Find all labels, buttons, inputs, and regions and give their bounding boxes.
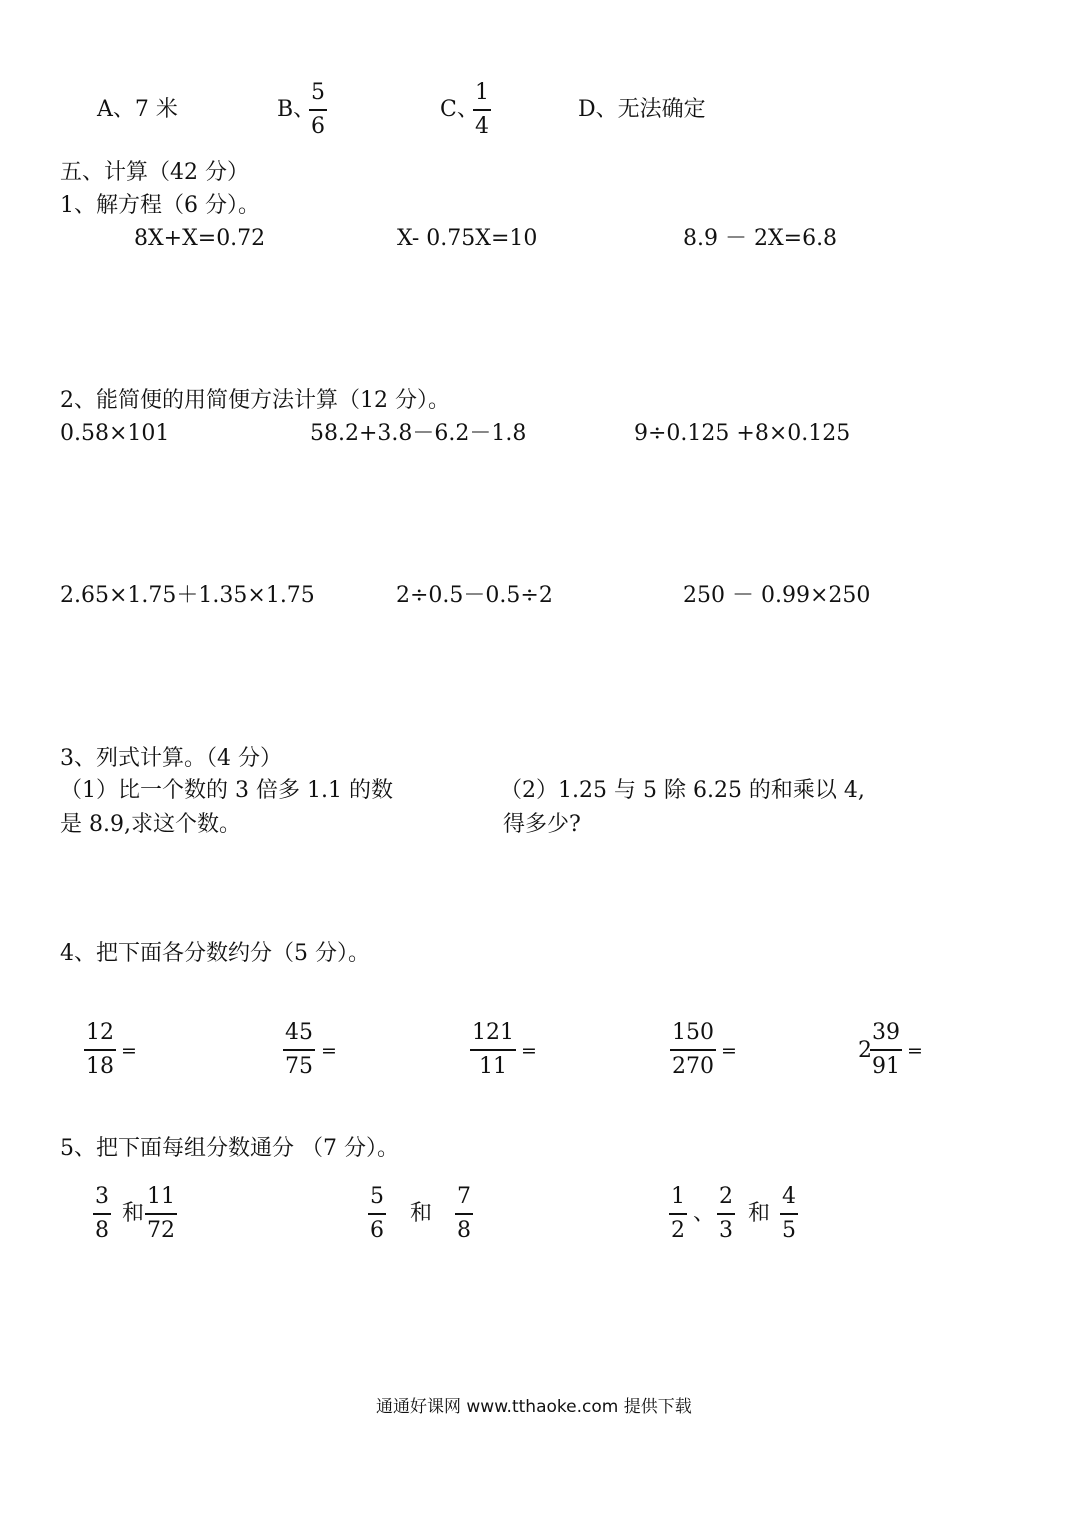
q3-part2-line2: 得多少? bbox=[503, 812, 581, 837]
reduce-fraction-4 bbox=[670, 1020, 716, 1080]
calc-6: 250 － 0.99×250 bbox=[683, 583, 871, 608]
equals-sign: = bbox=[321, 1040, 337, 1062]
reduce-fraction-1 bbox=[84, 1020, 116, 1080]
reduce-fraction-2 bbox=[283, 1020, 315, 1080]
fraction-numerator: 121 bbox=[472, 1020, 514, 1045]
choice-d: D、无法确定 bbox=[578, 97, 706, 122]
common-denom-g3-b bbox=[717, 1184, 735, 1244]
fraction-numerator: 150 bbox=[672, 1020, 714, 1045]
fraction-bar bbox=[283, 1049, 315, 1051]
fraction-bar bbox=[368, 1213, 386, 1215]
calc-1: 0.58×101 bbox=[60, 421, 170, 446]
fraction-bar bbox=[470, 1049, 516, 1051]
common-denom-g3-a bbox=[669, 1184, 687, 1244]
choice-b-fraction bbox=[309, 80, 327, 140]
fraction-denominator: 8 bbox=[457, 1218, 471, 1243]
fraction-denominator: 6 bbox=[370, 1218, 384, 1243]
fraction-denominator: 11 bbox=[479, 1054, 507, 1079]
q4-title: 4、把下面各分数约分（5 分）。 bbox=[60, 941, 370, 966]
fraction-denominator: 5 bbox=[782, 1218, 796, 1243]
choice-b-label: B、 bbox=[277, 97, 316, 122]
fraction-bar bbox=[84, 1049, 116, 1051]
fraction-numerator: 11 bbox=[147, 1184, 175, 1209]
fraction-denominator: 6 bbox=[311, 114, 325, 139]
fraction-numerator: 1 bbox=[475, 80, 489, 105]
fraction-numerator: 39 bbox=[872, 1020, 900, 1045]
choice-c-label: C、 bbox=[440, 97, 479, 122]
equals-sign: = bbox=[121, 1040, 137, 1062]
calc-3: 9÷0.125 +8×0.125 bbox=[634, 421, 851, 446]
fraction-bar bbox=[870, 1049, 902, 1051]
fraction-bar bbox=[309, 109, 327, 111]
fraction-bar bbox=[669, 1213, 687, 1215]
common-denom-g2-b bbox=[455, 1184, 473, 1244]
common-denom-g2-a bbox=[368, 1184, 386, 1244]
q2-title: 2、能简便的用简便方法计算（12 分）。 bbox=[60, 388, 450, 413]
and-word: 和 bbox=[748, 1201, 771, 1226]
equals-sign: = bbox=[521, 1040, 537, 1062]
choice-c-fraction bbox=[473, 80, 491, 140]
page-footer: 通通好课网 www.tthaoke.com 提供下载 bbox=[376, 1397, 692, 1417]
fraction-denominator: 8 bbox=[95, 1218, 109, 1243]
calc-4: 2.65×1.75＋1.35×1.75 bbox=[60, 583, 315, 608]
fraction-numerator: 7 bbox=[457, 1184, 471, 1209]
q3-part1-line2: 是 8.9,求这个数。 bbox=[60, 812, 241, 837]
reduce-fraction-5 bbox=[870, 1020, 902, 1080]
separator-mark: 、 bbox=[693, 1201, 716, 1226]
equals-sign: = bbox=[721, 1040, 737, 1062]
fraction-denominator: 4 bbox=[475, 114, 489, 139]
and-word: 和 bbox=[410, 1201, 433, 1226]
common-denom-g1-a bbox=[93, 1184, 111, 1244]
fraction-denominator: 75 bbox=[285, 1054, 313, 1079]
fraction-denominator: 72 bbox=[147, 1218, 175, 1243]
fraction-numerator: 45 bbox=[285, 1020, 313, 1045]
fraction-bar bbox=[455, 1213, 473, 1215]
mixed-number-whole: 2 bbox=[858, 1038, 872, 1063]
section-title: 五、计算（42 分） bbox=[60, 160, 249, 185]
q3-title: 3、列式计算。（4 分） bbox=[60, 746, 282, 771]
fraction-bar bbox=[93, 1213, 111, 1215]
fraction-denominator: 91 bbox=[872, 1054, 900, 1079]
fraction-bar bbox=[145, 1213, 177, 1215]
fraction-numerator: 1 bbox=[671, 1184, 685, 1209]
equals-sign: = bbox=[907, 1040, 923, 1062]
equation-2: X- 0.75X=10 bbox=[397, 226, 538, 251]
equation-3: 8.9 － 2X=6.8 bbox=[683, 226, 838, 251]
fraction-denominator: 270 bbox=[672, 1054, 714, 1079]
fraction-bar bbox=[780, 1213, 798, 1215]
fraction-denominator: 18 bbox=[86, 1054, 114, 1079]
fraction-numerator: 4 bbox=[782, 1184, 796, 1209]
fraction-bar bbox=[670, 1049, 716, 1051]
reduce-fraction-3 bbox=[470, 1020, 516, 1080]
fraction-numerator: 2 bbox=[719, 1184, 733, 1209]
fraction-numerator: 5 bbox=[370, 1184, 384, 1209]
q3-part1-line1: （1）比一个数的 3 倍多 1.1 的数 bbox=[60, 778, 393, 803]
fraction-numerator: 3 bbox=[95, 1184, 109, 1209]
calc-2: 58.2+3.8－6.2－1.8 bbox=[310, 421, 527, 446]
common-denom-g3-c bbox=[780, 1184, 798, 1244]
and-word: 和 bbox=[122, 1201, 145, 1226]
fraction-numerator: 12 bbox=[86, 1020, 114, 1045]
fraction-numerator: 5 bbox=[311, 80, 325, 105]
q1-title: 1、解方程（6 分）。 bbox=[60, 193, 260, 218]
common-denom-g1-b bbox=[145, 1184, 177, 1244]
equation-1: 8X+X=0.72 bbox=[134, 226, 266, 251]
choice-a: A、7 米 bbox=[97, 97, 178, 122]
fraction-bar bbox=[473, 109, 491, 111]
q5-title: 5、把下面每组分数通分 （7 分）。 bbox=[60, 1136, 399, 1161]
q3-part2-line1: （2）1.25 与 5 除 6.25 的和乘以 4, bbox=[500, 778, 865, 803]
fraction-denominator: 2 bbox=[671, 1218, 685, 1243]
fraction-bar bbox=[717, 1213, 735, 1215]
fraction-denominator: 3 bbox=[719, 1218, 733, 1243]
calc-5: 2÷0.5－0.5÷2 bbox=[396, 583, 553, 608]
